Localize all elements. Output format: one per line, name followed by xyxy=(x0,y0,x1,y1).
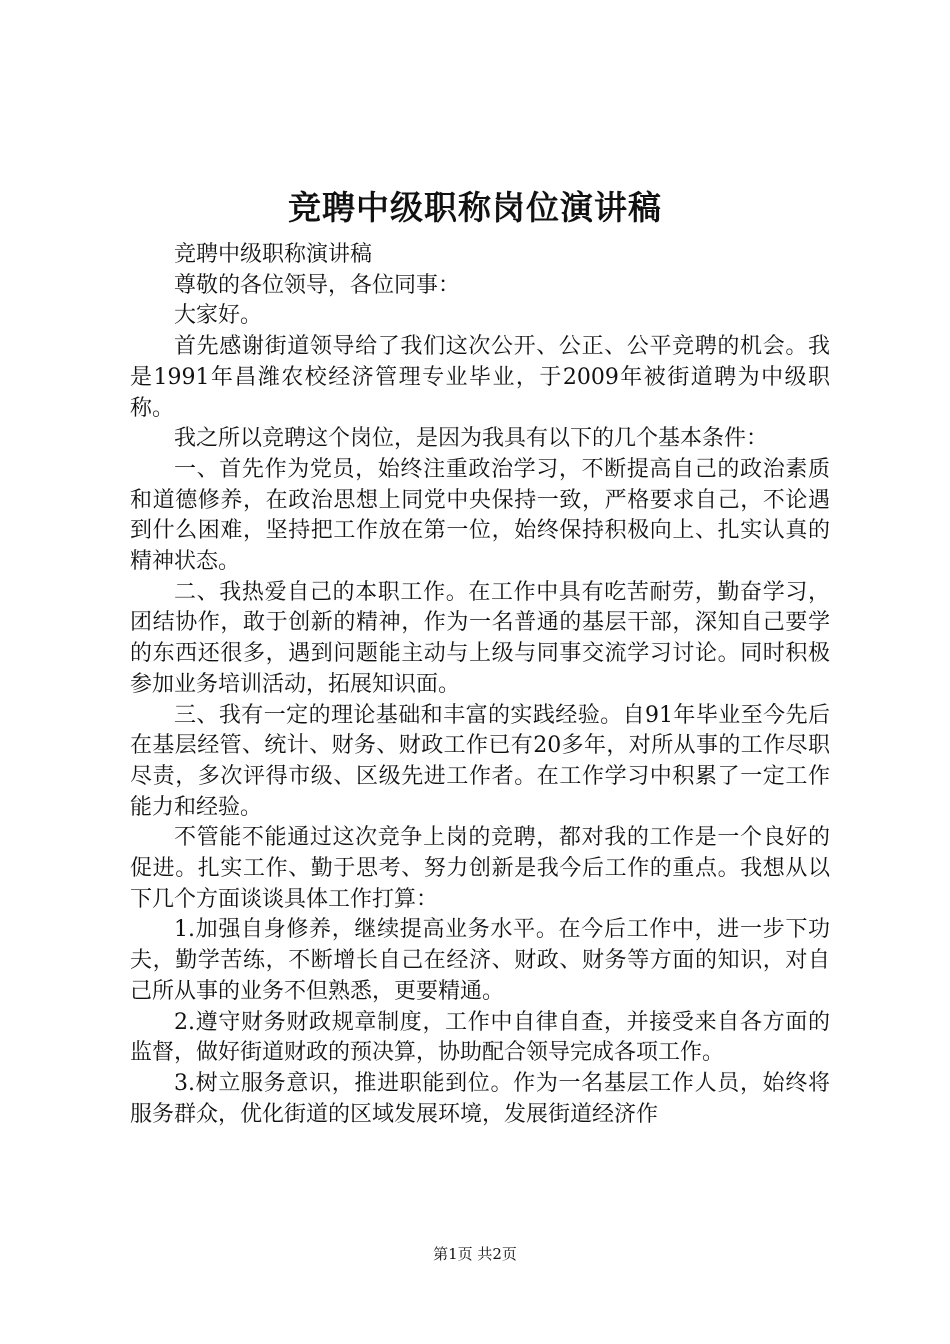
paragraph: 1.加强自身修养，继续提高业务水平。在今后工作中，进一步下功夫，勤学苦练，不断增长自己在经济、财政、财务等方面的知识，对自己所从事的业务不但熟悉，更要精通。 xyxy=(130,917,830,1004)
paragraph: 尊敬的各位领导，各位同事： xyxy=(174,272,461,298)
paragraph: 竞聘中级职称演讲稿 xyxy=(174,242,373,267)
document-body xyxy=(130,240,830,1130)
page-footer: 第1页 共2页 xyxy=(433,1245,517,1263)
paragraph: 我之所以竞聘这个岗位，是因为我具有以下的几个基本条件： xyxy=(174,426,769,452)
paragraph: 首先感谢街道领导给了我们这次公开、公正、公平竞聘的机会。我是1991年昌潍农校经济管理专业毕业，于2009年被街道聘为中级职称。 xyxy=(130,334,830,421)
paragraph: 2.遵守财务财政规章制度，工作中自律自查，并接受来自各方面的监督，做好街道财政的预决算，协助配合领导完成各项工作。 xyxy=(130,1009,830,1066)
paragraph: 3.树立服务意识，推进职能到位。作为一名基层工作人员，始终将服务群众，优化街道的区域发展环境，发展街道经济作 xyxy=(130,1070,830,1127)
paragraph: 二、我热爱自己的本职工作。在工作中具有吃苦耐劳，勤奋学习，团结协作，敢于创新的精神，作为一名普通的基层干部，深知自己要学的东西还很多，遇到问题能主动与上级与同事交流学习讨论。同时积极参加业务培训活动，拓展知识面。 xyxy=(130,579,830,697)
document-title: 竞聘中级职称岗位演讲稿 xyxy=(288,188,662,227)
paragraph: 三、我有一定的理论基础和丰富的实践经验。自91年毕业至今先后在基层经管、统计、财务、财政工作已有20多年，对所从事的工作尽职尽责，多次评得市级、区级先进工作者。在工作学习中积累了一定工作能力和经验。 xyxy=(130,702,830,820)
paragraph: 大家好。 xyxy=(174,303,263,329)
paragraph: 一、首先作为党员，始终注重政治学习，不断提高自己的政治素质和道德修养，在政治思想上同党中央保持一致，严格要求自己，不论遇到什么困难，坚持把工作放在第一位，始终保持积极向上、扎实认真的精神状态。 xyxy=(130,456,830,575)
paragraph: 不管能不能通过这次竞争上岗的竞聘，都对我的工作是一个良好的促进。扎实工作、勤于思考、努力创新是我今后工作的重点。我想从以下几个方面谈谈具体工作打算： xyxy=(130,825,830,912)
